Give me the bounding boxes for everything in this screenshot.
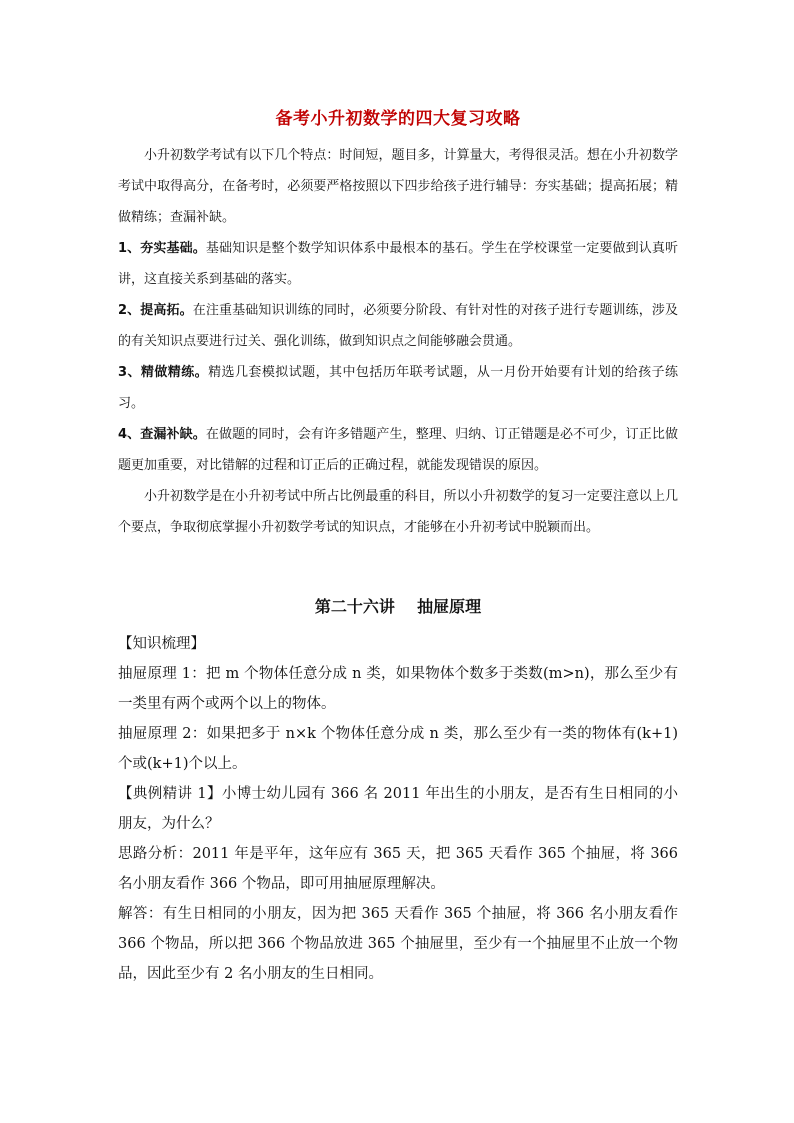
intro-paragraph: 小升初数学考试有以下几个特点：时间短，题目多，计算量大，考得很灵活。想在小升初数学考试中取得高分，在备考时，必须要严格按照以下四步给孩子进行辅导：夯实基础；提高拓展；精做精练；查漏补缺。 bbox=[118, 148, 678, 225]
tip-item-3 bbox=[118, 357, 678, 419]
tip-text: 在注重基础知识训练的同时，必须要分阶段、有针对性的对孩子进行专题训练，涉及的有关知识点要进行过关、强化训练，做到知识点之间能够融会贯通。 bbox=[118, 303, 678, 349]
outro-paragraph: 小升初数学是在小升初考试中所占比例最重的科目，所以小升初数学的复习一定要注意以上几个要点，争取彻底掌握小升初数学考试的知识点，才能够在小升初考试中脱颖而出。 bbox=[118, 489, 678, 535]
article-body bbox=[118, 140, 678, 543]
answer-paragraph: 解答：有生日相同的小朋友，因为把 365 天看作 365 个抽屉，将 366 名小朋友看作 366 个物品，所以把 366 个物品放进 365 个抽屉里，至少有一个抽屉里不止放一个物品，因此至少有 2 名小朋友的生日相同。 bbox=[118, 906, 678, 982]
tip-text: 精选几套模拟试题，其中包括历年联考试题，从一月份开始要有计划的给孩子练习。 bbox=[118, 365, 678, 411]
tip-text: 在做题的同时，会有许多错题产生，整理、归纳、订正错题是必不可少，订正比做题更加重要，对比错解的过程和订正后的正确过程，就能发现错误的原因。 bbox=[118, 427, 678, 473]
analysis-paragraph: 思路分析：2011 年是平年，这年应有 365 天，把 365 天看作 365 个抽屉，将 366 名小朋友看作 366 个物品，即可用抽屉原理解决。 bbox=[118, 846, 678, 892]
tip-item-1 bbox=[118, 233, 678, 295]
principle-2: 抽屉原理 2：如果把多于 n×k 个物体任意分成 n 类，那么至少有一类的物体有(k+1)个或(k+1)个以上。 bbox=[118, 726, 678, 772]
tip-item-4 bbox=[118, 419, 678, 481]
lecture-body bbox=[118, 629, 678, 989]
tip-lead: 4、查漏补缺。 bbox=[118, 427, 206, 442]
example-question: 【典例精讲 1】小博士幼儿园有 366 名 2011 年出生的小朋友，是否有生日相同的小朋友，为什么？ bbox=[118, 786, 678, 832]
tip-lead: 1、夯实基础。 bbox=[118, 241, 206, 256]
article-title: 备考小升初数学的四大复习攻略 bbox=[275, 109, 521, 129]
tip-text: 基础知识是整个数学知识体系中最根本的基石。学生在学校课堂一定要做到认真听讲，这直接关系到基础的落实。 bbox=[118, 241, 678, 287]
tip-lead: 3、精做精练。 bbox=[118, 365, 209, 380]
tip-lead: 2、提高拓。 bbox=[118, 303, 193, 318]
tip-item-2 bbox=[118, 295, 678, 357]
principle-1: 抽屉原理 1：把 m 个物体任意分成 n 类，如果物体个数多于类数(m>n)，那么至少有一类里有两个或两个以上的物体。 bbox=[118, 666, 678, 712]
lecture-title: 第二十六讲 抽屉原理 bbox=[314, 597, 482, 616]
knowledge-heading: 【知识梳理】 bbox=[118, 636, 205, 652]
